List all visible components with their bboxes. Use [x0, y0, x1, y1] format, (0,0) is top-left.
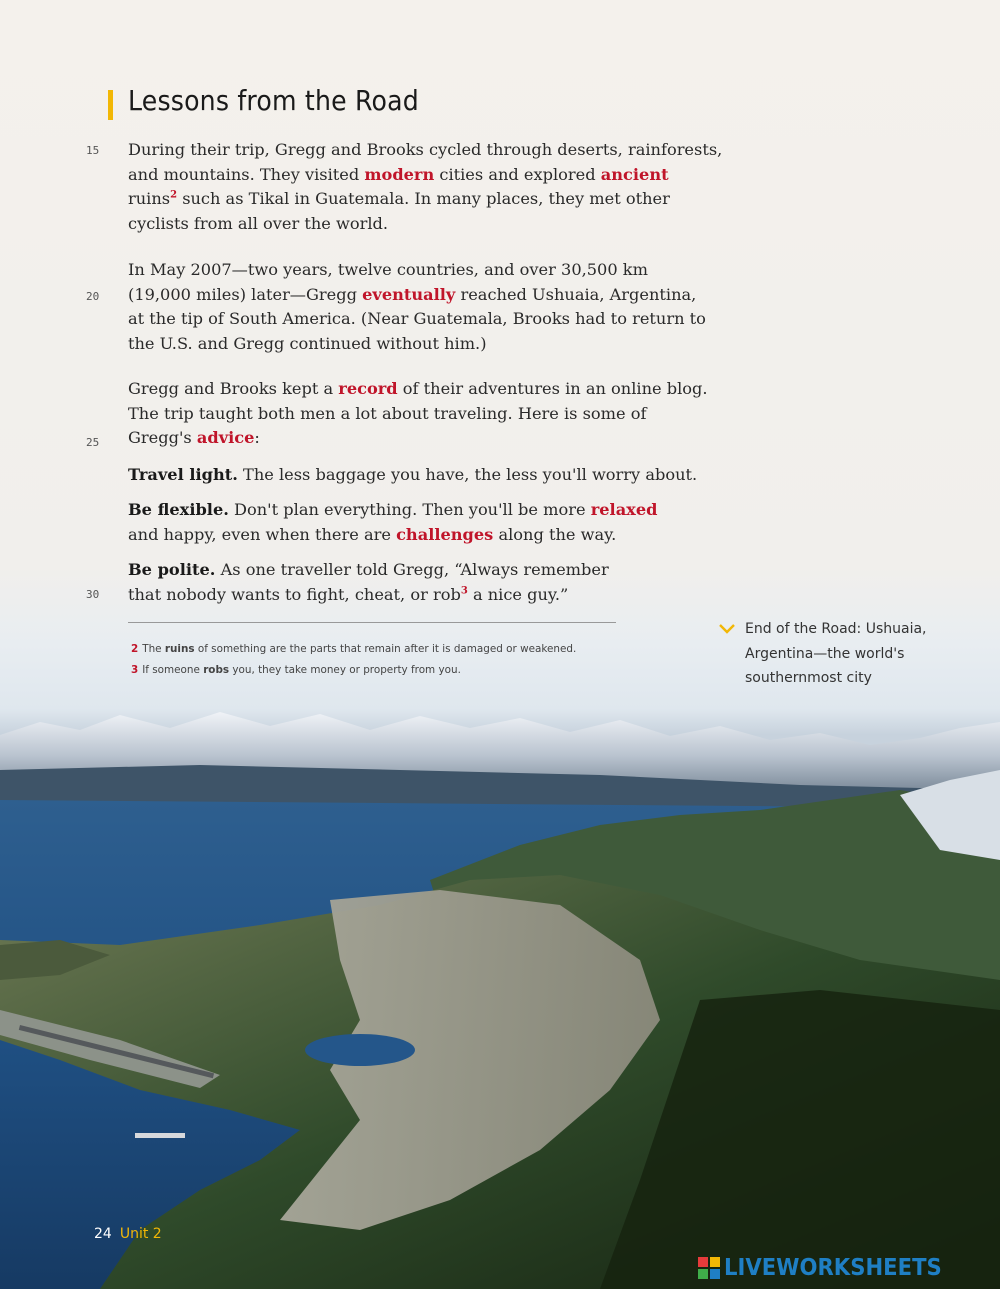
paragraph-1-line-4: cyclists from all over the world.: [128, 214, 389, 234]
keyword-challenges: challenges: [396, 524, 494, 544]
paragraph-2-line-1: In May 2007—two years, twelve countries, and over 30,500 km: [128, 260, 648, 279]
paragraph-1-line-2: and mountains. They visited modern cities and explored ancient: [128, 164, 669, 184]
liveworksheets-text: LIVEWORKSHEETS: [724, 1255, 942, 1281]
caption-line-3: southernmost city: [745, 670, 872, 686]
keyword-ancient: ancient: [600, 164, 669, 184]
paragraph-2-line-4: the U.S. and Gregg continued without him.): [128, 334, 487, 354]
section-heading: Lessons from the Road: [128, 84, 419, 117]
line-number-20: 20: [86, 290, 100, 303]
advice-3-heading: Be polite.: [128, 560, 216, 579]
advice-be-flexible: Be flexible. Don't plan everything. Then you'll be more relaxed and happy, even when there are challenges along the way.: [128, 500, 658, 544]
footnote-2: 2 The ruins of something are the parts that remain after it is damaged or weakened.: [131, 643, 577, 655]
keyword-eventually: eventually: [362, 284, 456, 304]
footnote-3: 3 If someone robs you, they take money or property from you.: [131, 664, 461, 676]
line-number-15: 15: [86, 144, 100, 157]
paragraph-2: [128, 258, 728, 357]
keyword-record: record: [338, 379, 398, 398]
heading-accent-bar: [108, 90, 113, 120]
advice-1-heading: Travel light.: [128, 465, 238, 484]
caption-line-1: End of the Road: Ushuaia,: [745, 621, 927, 637]
paragraph-3-line-2: The trip taught both men a lot about traveling. Here is some of: [128, 403, 647, 423]
paragraph-1-line-1: During their trip, Gregg and Brooks cycled through deserts, rainforests,: [128, 140, 723, 159]
caption-line-2: Argentina—the world's: [745, 645, 905, 662]
footnote-ref-2: 2: [170, 190, 178, 202]
paragraph-1: [128, 138, 728, 237]
line-number-25: 25: [86, 436, 100, 449]
paragraph-1-line-3: ruins$^2$ such as Tikal in Guatemala. In many places, they met other: [128, 189, 670, 209]
paragraph-2-line-3: at the tip of South America. (Near Guatemala, Brooks had to return to: [128, 309, 706, 329]
paragraph-3-line-3: Gregg's advice:: [128, 428, 260, 448]
footnote-divider: [128, 622, 616, 623]
keyword-modern: modern: [364, 164, 435, 184]
liveworksheets-logo-icon: [698, 1257, 720, 1279]
paragraph-2-line-2: (19,000 miles) later—Gregg eventually reached Ushuaia, Argentina,: [128, 284, 697, 304]
photo-caption: [745, 617, 985, 691]
advice-2-heading: Be flexible.: [128, 500, 229, 519]
page-number: 24: [94, 1226, 112, 1242]
paragraph-3: [128, 377, 728, 451]
advice-1-text: The less baggage you have, the less you'll worry about.: [237, 465, 698, 484]
unit-label: Unit 2: [119, 1226, 162, 1242]
keyword-relaxed: relaxed: [590, 500, 658, 519]
advice-be-polite: Be polite. As one traveller told Gregg, “Always remember that nobody wants to fight, cheat, or rob$^3$ a nice guy.”: [128, 560, 609, 604]
paragraph-3-line-1: Gregg and Brooks kept a record of their adventures in an online blog.: [128, 379, 708, 398]
footnote-ref-3: 3: [460, 585, 468, 597]
advice-travel-light: [128, 463, 728, 488]
keyword-advice: advice: [196, 428, 255, 448]
line-number-30: 30: [86, 588, 100, 601]
page-folio: [94, 1226, 162, 1242]
chevron-down-icon: [718, 622, 736, 636]
